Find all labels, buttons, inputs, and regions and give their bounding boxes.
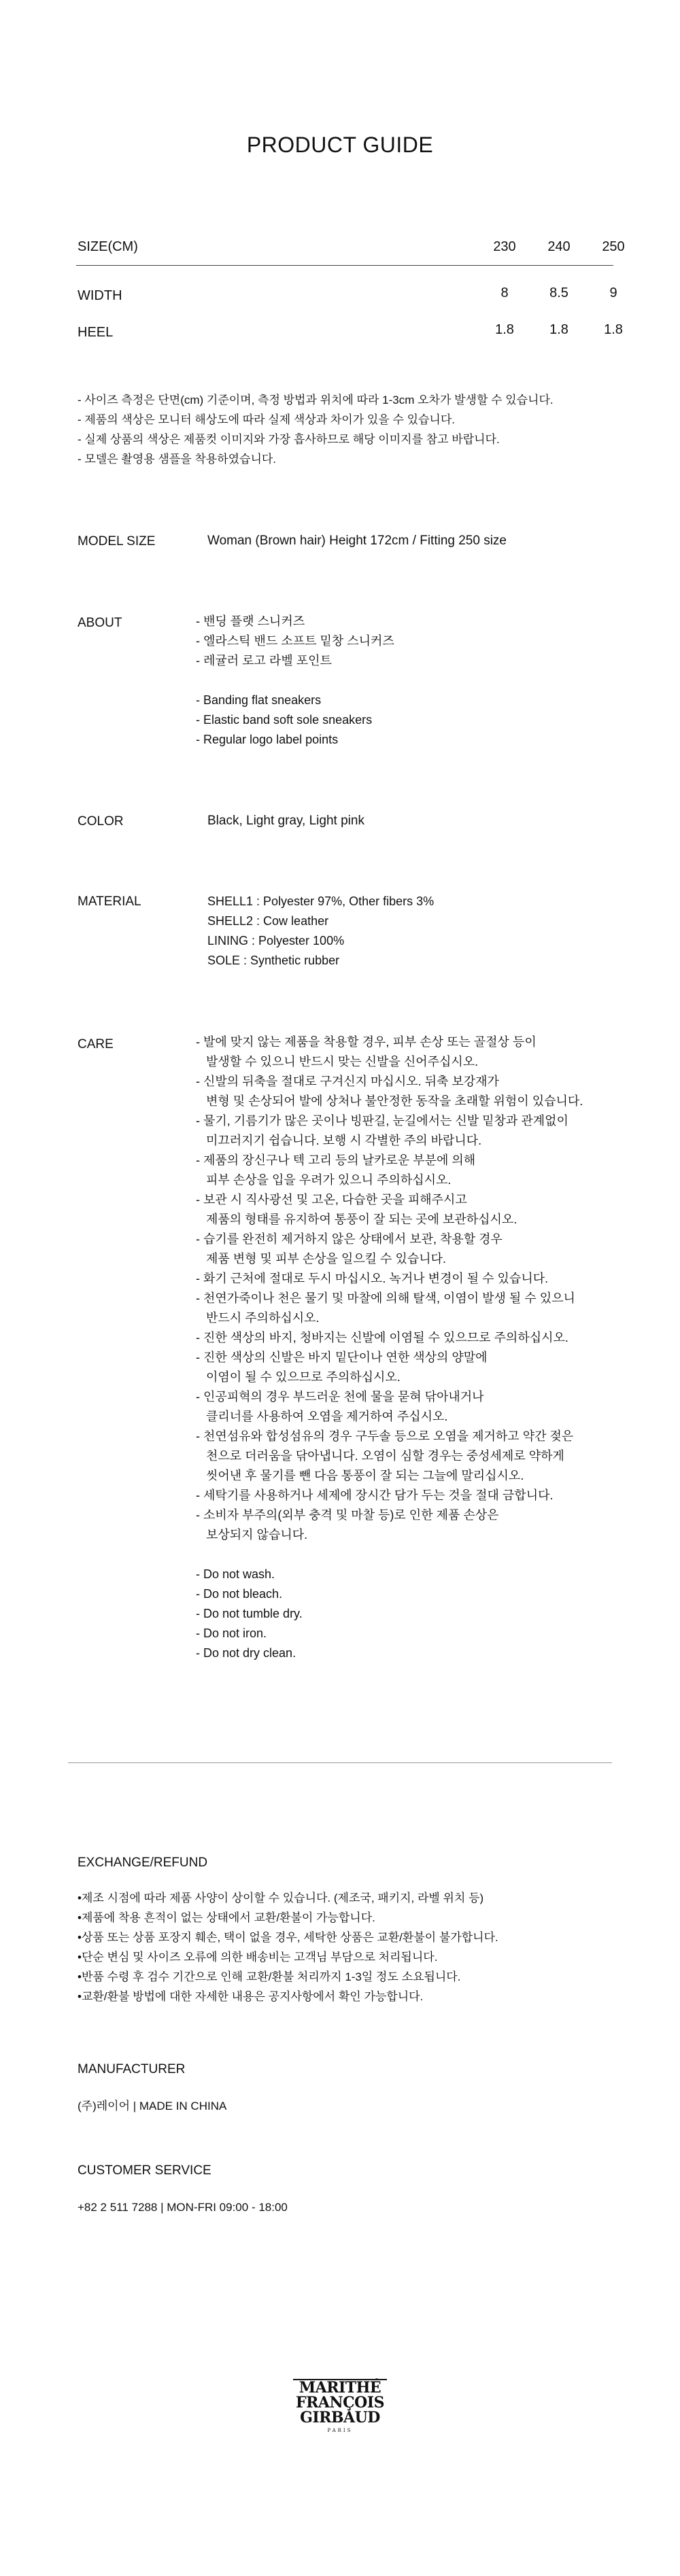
size-header-label: SIZE(CM) bbox=[78, 239, 138, 254]
logo-line: MARITHÉ bbox=[299, 2379, 381, 2397]
table-divider bbox=[76, 265, 613, 266]
customer-service-value: +82 2 511 7288 | MON-FRI 09:00 - 18:00 bbox=[78, 2201, 288, 2214]
care-line: - 보관 시 직사광선 및 고온, 다습한 곳을 피해주시고 bbox=[196, 1193, 467, 1206]
row-value: 1.8 bbox=[495, 322, 514, 337]
exchange-line: •반품 수령 후 검수 기간으로 인해 교환/환불 처리까지 1-3일 정도 소요됩니다. bbox=[78, 1970, 461, 1983]
care-line: 보상되지 않습니다. bbox=[196, 1528, 308, 1542]
table-row-width bbox=[76, 279, 617, 313]
row-value: 1.8 bbox=[604, 322, 623, 337]
care-line: 클리너를 사용하여 오염을 제거하여 주십시오. bbox=[196, 1410, 448, 1423]
exchange-line: •상품 또는 상품 포장지 훼손, 택이 없을 경우, 세탁한 상품은 교환/환불이 불가합니다. bbox=[78, 1931, 498, 1944]
about-line: - Elastic band soft sole sneakers bbox=[196, 713, 373, 727]
care-line bbox=[196, 1545, 583, 1565]
manufacturer-value: (주)레이어 | MADE IN CHINA bbox=[78, 2100, 227, 2112]
care-line: - 진한 색상의 바지, 청바지는 신발에 이염될 수 있으므로 주의하십시오. bbox=[196, 1331, 568, 1344]
exchange-line: •제조 시점에 따라 제품 사양이 상이할 수 있습니다. (제조국, 패키지, 라벨 위치 등) bbox=[78, 1892, 484, 1904]
care-line: - 진한 색상의 신발은 바지 밑단이나 연한 색상의 양말에 bbox=[196, 1351, 488, 1364]
care-line: 제품의 형태를 유지하여 통풍이 잘 되는 곳에 보관하십시오. bbox=[196, 1213, 517, 1226]
section-divider bbox=[68, 1762, 612, 1763]
care-line: 미끄러지기 쉽습니다. 보행 시 각별한 주의 바랍니다. bbox=[196, 1134, 482, 1147]
care-line: - Do not dry clean. bbox=[196, 1646, 296, 1660]
care-line: - 천연섬유와 합성섬유의 경우 구두솔 등으로 오염을 제거하고 약간 젖은 bbox=[196, 1429, 574, 1443]
care-line: - 화기 근처에 절대로 두시 마십시오. 녹거나 변경이 될 수 있습니다. bbox=[196, 1272, 549, 1285]
model-size-label: MODEL SIZE bbox=[78, 534, 156, 549]
logo-line: FRANÇOIS bbox=[296, 2394, 384, 2412]
care-line: 발생할 수 있으니 반드시 맞는 신발을 신어주십시오. bbox=[196, 1055, 479, 1068]
row-value: 9 bbox=[609, 285, 617, 300]
row-value: 8 bbox=[500, 285, 509, 300]
care-line: - 제품의 장신구나 텍 고리 등의 날카로운 부분에 의해 bbox=[196, 1153, 476, 1167]
row-label: WIDTH bbox=[78, 288, 122, 303]
size-notes bbox=[78, 390, 554, 469]
care-line: 피부 손상을 입을 우려가 있으니 주의하십시오. bbox=[196, 1173, 452, 1187]
row-value: 1.8 bbox=[549, 322, 568, 337]
care-line: 반드시 주의하십시오. bbox=[196, 1311, 320, 1325]
material-line: LINING : Polyester 100% bbox=[207, 934, 345, 947]
logo-line: GIRBAUD bbox=[300, 2409, 380, 2426]
care-line: - Do not bleach. bbox=[196, 1587, 283, 1601]
logo-tagline: PARIS bbox=[327, 2428, 353, 2433]
care-list bbox=[196, 1032, 583, 1663]
care-line: - 물기, 기름기가 많은 곳이나 빙판길, 눈길에서는 신발 밑창과 관계없이 bbox=[196, 1114, 568, 1128]
care-line: - Do not tumble dry. bbox=[196, 1607, 303, 1620]
note-line: - 실제 상품의 색상은 제품컷 이미지와 가장 흡사하므로 해당 이미지를 참고 바랍니다. bbox=[78, 433, 500, 446]
care-label: CARE bbox=[78, 1037, 114, 1051]
care-line: - 천연가죽이나 천은 물기 및 마찰에 의해 탈색, 이염이 발생 될 수 있으니 bbox=[196, 1291, 575, 1305]
note-line: - 사이즈 측정은 단면(cm) 기준이며, 측정 방법과 위치에 따라 1-3cm 오차가 발생할 수 있습니다. bbox=[78, 394, 554, 406]
care-line: 천으로 더러움을 닦아냅니다. 오염이 심할 경우는 중성세제로 약하게 bbox=[196, 1449, 564, 1463]
care-line: - 인공피혁의 경우 부드러운 천에 물을 묻혀 닦아내거나 bbox=[196, 1390, 484, 1404]
size-230: 230 bbox=[493, 239, 516, 254]
manufacturer-label: MANUFACTURER bbox=[78, 2062, 186, 2076]
about-line: - 레귤러 로고 라벨 포인트 bbox=[196, 654, 332, 667]
table-row-heel bbox=[76, 313, 623, 347]
row-label: HEEL bbox=[78, 325, 114, 340]
about-line: - 밴딩 플랫 스니커즈 bbox=[196, 614, 305, 628]
row-value: 8.5 bbox=[549, 285, 568, 300]
care-line: 이염이 될 수 있으므로 주의하십시오. bbox=[196, 1370, 401, 1384]
care-line: - 습기를 완전히 제거하지 않은 상태에서 보관, 착용할 경우 bbox=[196, 1232, 503, 1246]
material-list bbox=[207, 892, 434, 971]
about-list bbox=[196, 612, 394, 750]
brand-logo bbox=[289, 2379, 391, 2433]
about-label: ABOUT bbox=[78, 616, 122, 630]
exchange-line: •단순 변심 및 사이즈 오류에 의한 배송비는 고객님 부담으로 처리됩니다. bbox=[78, 1951, 438, 1964]
size-240: 240 bbox=[547, 239, 571, 254]
about-line: - 엘라스틱 밴드 소프트 밑창 스니커즈 bbox=[196, 634, 394, 648]
about-line bbox=[196, 671, 394, 691]
care-line: - 세탁기를 사용하거나 세제에 장시간 담가 두는 것을 절대 금합니다. bbox=[196, 1489, 554, 1502]
care-line: - 신발의 뒤축을 절대로 구겨신지 마십시오. 뒤축 보강재가 bbox=[196, 1075, 499, 1088]
care-line: 씻어낸 후 물기를 뺀 다음 통풍이 잘 되는 그늘에 말리십시오. bbox=[196, 1469, 524, 1482]
customer-service-label: CUSTOMER SERVICE bbox=[78, 2163, 211, 2178]
color-label: COLOR bbox=[78, 814, 124, 829]
care-line: - Do not iron. bbox=[196, 1626, 267, 1640]
care-line: 변형 및 손상되어 발에 상처나 불안정한 동작을 초래할 위험이 있습니다. bbox=[196, 1094, 583, 1108]
exchange-list bbox=[78, 1888, 498, 2006]
size-table bbox=[76, 231, 625, 347]
note-line: - 제품의 색상은 모니터 해상도에 따라 실제 색상과 차이가 있을 수 있습니다. bbox=[78, 413, 455, 426]
exchange-label: EXCHANGE/REFUND bbox=[78, 1856, 208, 1870]
size-250: 250 bbox=[602, 239, 625, 254]
care-line: 제품 변형 및 피부 손상을 일으킬 수 있습니다. bbox=[196, 1252, 446, 1266]
note-line: - 모델은 촬영용 샘플을 착용하였습니다. bbox=[78, 453, 277, 466]
material-label: MATERIAL bbox=[78, 894, 141, 909]
about-line: - Banding flat sneakers bbox=[196, 693, 322, 707]
page-title: PRODUCT GUIDE bbox=[246, 133, 434, 157]
size-table-header bbox=[76, 231, 625, 265]
care-line: - Do not wash. bbox=[196, 1567, 275, 1581]
care-line: - 소비자 부주의(외부 충격 및 마찰 등)로 인한 제품 손상은 bbox=[196, 1508, 499, 1522]
model-size-value: Woman (Brown hair) Height 172cm / Fitting 250 size bbox=[207, 534, 507, 548]
exchange-line: •교환/환불 방법에 대한 자세한 내용은 공지사항에서 확인 가능합니다. bbox=[78, 1990, 424, 2003]
color-value: Black, Light gray, Light pink bbox=[207, 814, 364, 828]
material-line: SHELL1 : Polyester 97%, Other fibers 3% bbox=[207, 894, 435, 908]
about-line: - Regular logo label points bbox=[196, 733, 339, 746]
care-line: - 발에 맞지 않는 제품을 착용할 경우, 피부 손상 또는 골절상 등이 bbox=[196, 1035, 537, 1049]
exchange-line: •제품에 착용 흔적이 없는 상태에서 교환/환불이 가능합니다. bbox=[78, 1911, 375, 1924]
material-line: SHELL2 : Cow leather bbox=[207, 914, 329, 928]
material-line: SOLE : Synthetic rubber bbox=[207, 954, 340, 967]
